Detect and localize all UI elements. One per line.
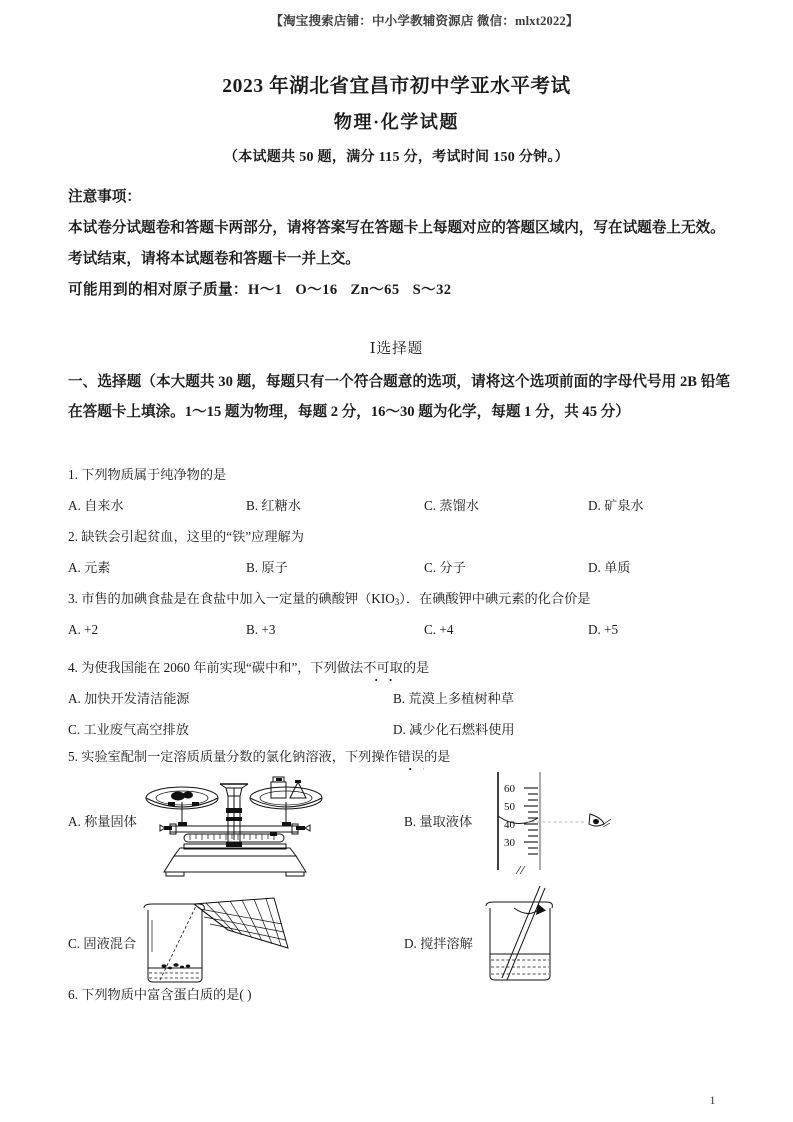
cylinder-tick-50: 50 xyxy=(504,801,515,813)
atomic-mass-zn: Zn～65 xyxy=(350,282,400,298)
question-2-text: 缺铁会引起贫血，这里的“铁”应理解为 xyxy=(81,529,304,544)
question-5-option-a-label: A. 称量固体 xyxy=(68,814,137,829)
notice-line-1: 本试卷分试题卷和答题卡两部分，请将答案写在答题卡上每题对应的答题区域内，写在试题卷上无效。 xyxy=(68,220,725,236)
question-2-option-d[interactable]: D. 单质 xyxy=(588,560,631,575)
question-5-stem xyxy=(68,748,450,766)
choice-section-intro-text: 一、选择题（本大题共 30 题，每题只有一个符合题意的选项，请将这个选项前面的字母代号用 2B 铅笔在答题卡上填涂。1～15 题为物理，每题 2 分，16～30 题为化学，每题 1 分，共 45 分） xyxy=(68,374,730,420)
balance-scale-icon xyxy=(140,768,330,878)
question-5-number: 5. xyxy=(68,749,78,764)
question-4-option-b[interactable]: B. 荒漠上多植树种草 xyxy=(393,691,514,706)
question-3-stem xyxy=(68,590,590,611)
question-4-option-c[interactable]: C. 工业废气高空排放 xyxy=(68,722,189,737)
question-1-option-b[interactable]: B. 红糖水 xyxy=(246,498,301,513)
question-1-stem xyxy=(68,466,226,484)
question-2-number: 2. xyxy=(68,529,78,544)
page-subtitle: 物理·化学试题 xyxy=(333,112,460,132)
question-3-option-a[interactable]: A. +2 xyxy=(68,622,99,637)
question-3-option-b[interactable]: B. +3 xyxy=(246,622,276,637)
question-1-option-c[interactable]: C. 蒸馏水 xyxy=(424,498,479,513)
atomic-mass-line xyxy=(68,275,728,306)
question-1-option-d[interactable]: D. 矿泉水 xyxy=(588,498,644,513)
cylinder-tick-30: 30 xyxy=(504,837,515,849)
question-4-text-post: 的是 xyxy=(402,660,430,675)
exam-meta-line: （本试题共 50 题，满分 115 分，考试时间 150 分钟。） xyxy=(223,150,570,165)
question-5-emphasis: 错误 xyxy=(397,749,425,764)
question-4-number: 4. xyxy=(68,660,78,675)
notice-heading: 注意事项： xyxy=(68,189,141,205)
shop-watermark-header xyxy=(0,11,793,29)
atomic-mass-label: 可能用到的相对原子质量： xyxy=(68,282,248,298)
question-1-number: 1. xyxy=(68,467,78,482)
question-5-text-pre: 实验室配制一定溶质质量分数的氯化钠溶液，下列操作 xyxy=(81,749,398,764)
question-5-figure-options xyxy=(68,766,740,984)
graduated-cylinder-icon xyxy=(480,766,620,878)
question-4-emphasis: 不可取 xyxy=(363,660,403,675)
question-2-stem xyxy=(68,528,304,546)
question-5-option-d-label: D. 搅拌溶解 xyxy=(404,936,473,951)
choice-section-intro xyxy=(68,367,730,427)
atomic-mass-s: S～32 xyxy=(412,282,452,298)
beaker-pour-icon xyxy=(130,896,330,986)
question-5-option-a[interactable] xyxy=(68,766,404,878)
question-3-option-d[interactable]: D. +5 xyxy=(588,622,619,637)
question-5-option-c-label: C. 固液混合 xyxy=(68,936,137,951)
question-3-text-pre: 市售的加碘食盐是在食盐中加入一定量的碘酸钾（KIO xyxy=(81,591,395,606)
question-3-option-c[interactable]: C. +4 xyxy=(424,622,454,637)
question-3-text-post: ）．在碘酸钾中碘元素的化合价是 xyxy=(399,591,591,606)
atomic-mass-o: O～16 xyxy=(295,282,338,298)
question-1-text: 下列物质属于纯净物的是 xyxy=(81,467,227,482)
page-number: 1 xyxy=(709,1093,716,1107)
question-3-number: 3. xyxy=(68,591,78,606)
shop-watermark-text: 【淘宝搜索店铺：中小学教辅资源店 微信：mlxt2022】 xyxy=(270,14,579,28)
question-2-option-c[interactable]: C. 分子 xyxy=(424,560,466,575)
question-2-option-a[interactable]: A. 元素 xyxy=(68,560,111,575)
question-5-option-b-label: B. 量取液体 xyxy=(404,814,473,829)
question-4-option-d[interactable]: D. 减少化石燃料使用 xyxy=(393,722,515,737)
question-4-stem xyxy=(68,659,429,677)
question-6-stem xyxy=(68,986,252,1004)
notice-line-2: 考试结束，请将本试题卷和答题卡一并上交。 xyxy=(68,251,360,267)
question-2-option-b[interactable]: B. 原子 xyxy=(246,560,288,575)
question-4-option-a[interactable]: A. 加快开发清洁能源 xyxy=(68,691,190,706)
beaker-stir-icon xyxy=(472,882,592,986)
question-5-text-post: 的是 xyxy=(424,749,451,764)
question-3-formula-subscript: 3 xyxy=(394,597,400,608)
section-heading: Ⅰ选择题 xyxy=(369,341,424,357)
cylinder-tick-40: 40 xyxy=(504,819,515,831)
question-5-option-c[interactable] xyxy=(68,896,404,984)
page-title: 2023 年湖北省宜昌市初中学亚水平考试 xyxy=(222,76,571,97)
notice-block xyxy=(68,182,728,306)
question-5-option-d[interactable] xyxy=(404,896,740,984)
question-5-option-b[interactable] xyxy=(404,766,740,878)
question-4-text-pre: 为使我国能在 2060 年前实现“碳中和”，下列做法 xyxy=(81,660,364,675)
atomic-mass-h: H～1 xyxy=(247,282,283,298)
question-6-text: 下列物质中富含蛋白质的是( ) xyxy=(81,987,252,1002)
cylinder-tick-60: 60 xyxy=(504,783,515,795)
question-6-number: 6. xyxy=(68,987,78,1002)
question-1-option-a[interactable]: A. 自来水 xyxy=(68,498,124,513)
